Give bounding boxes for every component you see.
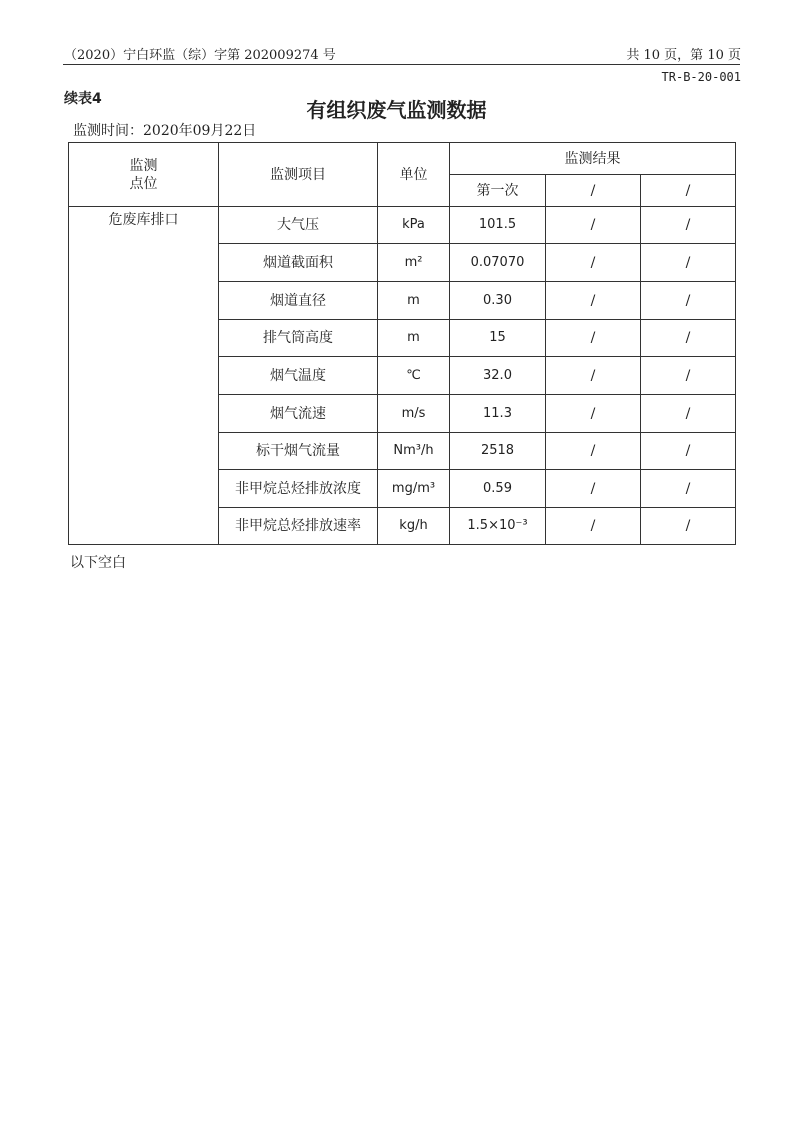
row-value-2: / bbox=[546, 508, 641, 545]
row-item: 大气压 bbox=[219, 207, 378, 244]
row-value-3: / bbox=[641, 320, 736, 357]
row-item: 烟气流速 bbox=[219, 395, 378, 433]
row-value-3: / bbox=[641, 470, 736, 508]
row-value-2: / bbox=[546, 470, 641, 508]
blank-below-note: 以下空白 bbox=[70, 555, 126, 571]
row-item: 烟道截面积 bbox=[219, 244, 378, 282]
row-value-1: 2518 bbox=[450, 433, 546, 470]
row-value-2: / bbox=[546, 320, 641, 357]
row-value-3: / bbox=[641, 207, 736, 244]
row-value-3: / bbox=[641, 433, 736, 470]
row-value-3: / bbox=[641, 244, 736, 282]
header-site-line2: 点位 bbox=[129, 175, 158, 192]
row-item: 非甲烷总烃排放速率 bbox=[219, 508, 378, 545]
page-title: 有组织废气监测数据 bbox=[306, 98, 487, 122]
header-site-line1: 监测 bbox=[129, 157, 158, 174]
row-value-2: / bbox=[546, 433, 641, 470]
header-unit: 单位 bbox=[378, 143, 450, 207]
row-unit: ℃ bbox=[378, 357, 450, 395]
row-value-3: / bbox=[641, 357, 736, 395]
row-item: 排气筒高度 bbox=[219, 320, 378, 357]
form-code: TR-B-20-001 bbox=[661, 70, 741, 84]
row-value-3: / bbox=[641, 282, 736, 320]
row-value-2: / bbox=[546, 207, 641, 244]
page-indicator: 共 10 页，第 10 页 bbox=[626, 48, 741, 63]
header-sub-3: / bbox=[641, 175, 736, 207]
row-item: 非甲烷总烃排放浓度 bbox=[219, 470, 378, 508]
row-value-2: / bbox=[546, 282, 641, 320]
document-number: （2020）宁白环监（综）字第 202009274 号 bbox=[64, 48, 336, 63]
row-value-2: / bbox=[546, 395, 641, 433]
row-value-1: 32.0 bbox=[450, 357, 546, 395]
row-unit: m² bbox=[378, 244, 450, 282]
row-unit: Nm³/h bbox=[378, 433, 450, 470]
row-value-3: / bbox=[641, 395, 736, 433]
row-unit: m bbox=[378, 320, 450, 357]
header-item: 监测项目 bbox=[219, 143, 378, 207]
row-value-2: / bbox=[546, 244, 641, 282]
row-unit: kg/h bbox=[378, 508, 450, 545]
row-value-1: 1.5×10⁻³ bbox=[450, 508, 546, 545]
header-sub-1: 第一次 bbox=[450, 175, 546, 207]
header-site bbox=[69, 143, 219, 207]
row-value-2: / bbox=[546, 357, 641, 395]
row-unit: kPa bbox=[378, 207, 450, 244]
row-value-3: / bbox=[641, 508, 736, 545]
row-value-1: 11.3 bbox=[450, 395, 546, 433]
header-sub-2: / bbox=[546, 175, 641, 207]
row-value-1: 15 bbox=[450, 320, 546, 357]
row-item: 烟气温度 bbox=[219, 357, 378, 395]
row-item: 标干烟气流量 bbox=[219, 433, 378, 470]
row-item: 烟道直径 bbox=[219, 282, 378, 320]
site-name: 危废库排口 bbox=[69, 207, 219, 545]
row-unit: mg/m³ bbox=[378, 470, 450, 508]
monitor-time: 监测时间：2020年09月22日 bbox=[73, 123, 257, 139]
row-value-1: 0.07070 bbox=[450, 244, 546, 282]
row-value-1: 0.30 bbox=[450, 282, 546, 320]
row-unit: m/s bbox=[378, 395, 450, 433]
row-value-1: 0.59 bbox=[450, 470, 546, 508]
row-value-1: 101.5 bbox=[450, 207, 546, 244]
emission-data-table bbox=[68, 142, 736, 545]
header-divider bbox=[63, 64, 740, 65]
row-unit: m bbox=[378, 282, 450, 320]
continuation-label: 续表4 bbox=[64, 91, 102, 107]
header-result: 监测结果 bbox=[450, 143, 736, 175]
